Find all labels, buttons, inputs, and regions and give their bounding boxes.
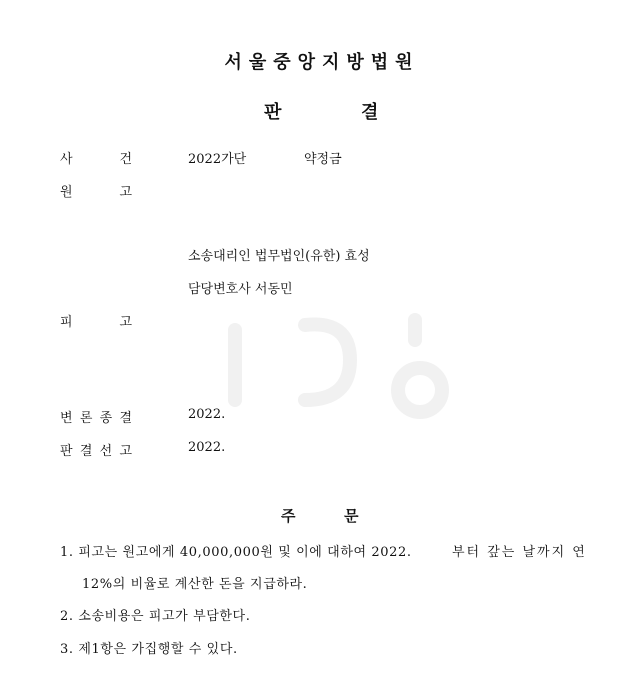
closing-label-char: 론 [79,411,93,426]
judgment-date-label-char: 결 [79,444,93,459]
plaintiff-label-char: 원 [60,185,73,200]
doc-title-right: 결 [361,102,379,123]
court-name: 서울중앙지방법원 [224,52,420,73]
closing-label-char: 결 [119,411,132,426]
order-title-left: 주 [281,507,296,525]
judgment-date-label [60,440,160,459]
case-number: 2022가단 [188,152,247,167]
order-title-right: 문 [344,507,359,525]
case-label [60,148,160,167]
order-item-1-line-1-tail: 부터 갚는 날까지 연 [452,545,587,560]
order-item-1-line-2: 12%의 비율로 계산한 돈을 지급하라. [82,577,308,592]
plaintiff-label [60,181,160,200]
plaintiff-label-char: 고 [119,185,132,200]
plaintiff-attorney: 담당변호사 서동민 [188,282,293,297]
order-item-3: 3. 제1항은 가집행할 수 있다. [60,642,238,657]
case-label-char: 건 [119,152,132,167]
case-name: 약정금 [304,152,342,167]
judgment-date: 2022. [188,440,226,455]
judgment-date-label-char: 선 [99,444,113,459]
case-label-char: 사 [60,152,73,167]
closing-label-char: 종 [99,411,113,426]
order-item-2: 2. 소송비용은 피고가 부담한다. [60,609,251,624]
defendant-label-char: 고 [119,315,132,330]
order-item-1-line-1: 1. 피고는 원고에게 40,000,000원 및 이에 대하여 2022. [60,545,412,560]
closing-label [60,407,160,426]
closing-label-char: 변 [60,411,73,426]
judgment-date-label-char: 판 [60,444,73,459]
closing-date: 2022. [188,407,226,422]
doc-title-left: 판 [264,102,282,123]
defendant-label [60,311,160,330]
plaintiff-counsel: 소송대리인 법무법인(유한) 효성 [188,249,370,264]
judgment-date-label-char: 고 [119,444,132,459]
defendant-label-char: 피 [60,315,73,330]
